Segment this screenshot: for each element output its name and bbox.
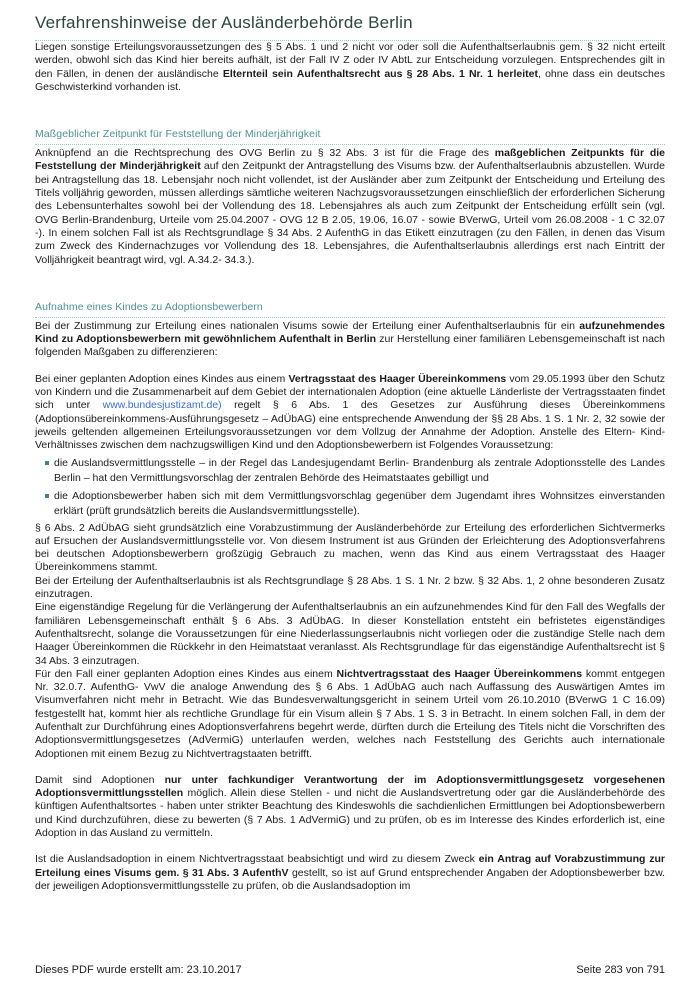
external-link[interactable]: www.bundesjustizamt.de) [102,399,222,412]
text-run: Bei der Erteilung der Aufenthaltserlaubnis ist als Rechtsgrundlage § 28 Abs. 1 S. 1 Nr. 2 bzw. § 32 Abs. 1, 2 ohne besonderen Zusatz einzutragen. [35,574,665,601]
section-divider [35,144,665,145]
paragraph [35,522,665,575]
paragraph [35,147,665,267]
text-run: Anknüpfend an die Rechtsprechung des OVG Berlin zu § 32 Abs. 3 ist für die Frage des [35,147,495,160]
bold-text: aufzunehmendes Kind zu Adoptionsbewerbern mit gewöhnlichem Aufenthalt in Berlin [35,319,665,346]
bold-text: ein Antrag auf Vorabzustimmung zur Erteilung eines Visums gem. § 31 Abs. 3 AufenthV [35,853,665,879]
text-run: Ist die Auslandsadoption in einem Nichtvertragsstaat beabsichtigt und wird zu diesem Zweck [35,853,479,866]
paragraph [35,853,665,893]
text-run: kommt entgegen Nr. 32.0.7. AufenthG- VwV die analoge Anwendung des § 6 Abs. 1 AdÜbAG auch nach Auffassung des Auswärtigen Amtes im Visumverfahren nicht mehr in Betracht. Wie das Bundesverwaltungsgericht in seinem Urteil vom 26.10.2010 (BVerwG 1 C 16.09) festgestellt hat, kommt hier als rechtliche Grundlage für ein Visum allein § 7 Abs. 1 S. 3 in Betracht. In einem solchen Fall, in dem der Aufenthalt zur Durchführung eines Adoptionsverfahrens begehrt werde, dürften durch die Erteilung des Titels nicht die Vorschriften des Adoptionsvermittlungsgesetzes (AdVermiG) unterlaufen werden, welches nach Feststellung des Gerichts auch internationale Adoptionen mit einem Bezug zu Nichtvertragstaaten betrifft. [35,667,665,760]
text-run: Bei der Zustimmung zur Erteilung eines nationalen Visums sowie der Erteilung einer Aufenthaltserlaubnis für ein [35,319,580,332]
document-body [35,41,665,893]
bold-text: maßgeblichen Zeitpunkts für die Feststellung der Minderjährigkeit [35,147,665,173]
list-item [45,456,665,486]
list-item-text [54,490,665,517]
section-heading-adoption: Aufnahme eines Kindes zu Adoptionsbewerbern [35,300,263,313]
footer-page-number: Seite 283 von 791 [576,964,665,976]
text-run: gestellt, so ist auf Grund entsprechender Angaben der Adoptionsbewerber bzw. der jeweiligen Adoptionsvermittlungsstelle zu prüfen, ob die Auslandsadoption im [35,866,665,892]
text-run: Eine eigenständige Regelung für die Verlängerung der Aufenthaltserlaubnis an ein aufzunehmendes Kind für den Fall des Wegfalls der familiären Lebensgemeinschaft enthält § 6 Abs. 3 AdÜbAG. In dieser Konstellation entsteht ein befristetes eigenständiges Aufenthaltsrecht, solange die Voraussetzungen für eine Niederlassungserlaubnis nicht vorliegen oder die zuständige Stelle nach dem Haager Übereinkommen die Rückkehr in den Heimatstaat veranlasst. Als Rechtsgrundlage für das eigenständige Aufenthaltsrecht ist § 34 Abs. 3 einzutragen. [35,601,665,667]
requirements-list [35,456,665,519]
section-heading-minderjaehrigkeit: Maßgeblicher Zeitpunkt für Feststellung der Minderjährigkeit [35,128,321,141]
bold-text: Vertragsstaat des Haager Übereinkommens [288,372,507,385]
text-run: Damit sind Adoptionen [35,773,165,786]
page-footer [35,964,665,990]
text-run: möglich. Allein diese Stellen - und nicht die Auslandsvertretung oder gar die Ausländerbehörde des künftigen Aufenthaltsortes - haben unter strikter Beachtung des Kindeswohls die sachdienlichen Ermittlungen bei Adoptionsbewerbern und Kind durchzuführen, diese zu bewerten (§ 7 Abs. 1 AdVermiG) und zu prüfen, ob es im Interesse des Kindes erforderlich ist, eine Adoption in das Ausland zu vermitteln. [35,787,665,840]
page-title: Verfahrenshinweise der Ausländerbehörde Berlin [35,13,413,32]
list-item-text [54,457,665,484]
paragraph [35,601,665,667]
section-divider [35,317,665,318]
document-header [35,13,665,41]
text-run: Bei einer geplanten Adoption eines Kindes aus einem [35,372,289,385]
text-run: auf den Zeitpunkt der Antragstellung des Visums bzw. der Aufenthaltserlaubnis abzustellen. Wurde bei Antragstellung das 18. Lebensjahr noch nicht vollendet, ist der Ausländer aber zum Zeitpunkt der Entscheidung und Erteilung des Titels volljährig geworden, müssen allerdings sämtliche weiteren Nachzugsvoraussetzungen einschließlich der erforderlichen Sicherung des Lebensunterhaltes sowohl bei der Vollendung des 18. Lebensjahres als auch zum Zeitpunkt der Entscheidung erfüllt sein (vgl. OVG Berlin-Brandenburg, Urteile vom 25.04.2007 - OVG 12 B 2.05, 19.06, 16.07 - sowie BVerwG, Urteil vom 26.08.2008 - 1 C 32.07 -). In einem solchen Fall ist als Rechtsgrundlage § 34 Abs. 2 AufenthG in das Etikett einzutragen (zu den Fällen, in denen das Visum zum Zweck des Kindernachzuges vor Vollendung des 18. Lebensjahres, die Aufenthaltserlaubnis allerdings erst nach Eintritt der Volljährigkeit beantragt wird, vgl. A.34.2- 34.3.). [35,160,665,266]
bold-text: nur unter fachkundiger Verantwortung der im Adoptionsvermittlungsgesetz vorgesehenen Adoptionsvermittlungsstellen [35,773,666,800]
bold-text: Elternteil sein Aufenthaltsrecht aus § 28 Abs. 1 Nr. 1 herleitet [222,67,538,80]
text-run: die Auslandsvermittlungsstelle – in der Regel das Landesjugendamt Berlin- Brandenburg als zentrale Adoptionsstelle des Landes Berlin – hat den Vermittlungsvorschlag der zentralen Behörde des Heimatstaates gebilligt und [54,456,665,484]
bullet-square-icon [45,461,49,465]
text-run: vom 29.05.1993 über den Schutz von Kindern und die Zusammenarbeit auf dem Gebiet der internationalen Adoption (eine aktuelle Länderliste der Vertragsstaaten findet sich unter [35,372,665,412]
text-run: § 6 Abs. 2 AdÜbAG sieht grundsätzlich eine Vorabzustimmung der Ausländerbehörde zur Erteilung des erforderlichen Sichtvermerks auf Ersuchen der Auslandsvermittlungsstelle vor. Von diesem Instrument ist aus Gründen der Erleichterung des Adoptionsverfahrens bei deutschen Adoptionsbewerbern großzügig Gebrauch zu machen, wenn das Kind aus einem Vertragsstaat des Haager Übereinkommens stammt. [35,521,665,574]
section-minderjaehrigkeit [35,128,665,267]
bold-text: Nichtvertragsstaat des Haager Übereinkommens [336,667,583,680]
paragraph [35,575,665,602]
text-run: regelt § 6 Abs. 1 des Gesetzes zur Ausführung dieses Übereinkommens (Adoptionsübereinkommens-Ausführungsgesetz – AdÜbAG) eine entsprechende Anwendung der §§ 28 Abs. 1 S. 1 Nr. 2, 32 sowie der jeweils geltenden allgemeinen Erteilungsvoraussetzungen vor dem Vollzug der Annahme der Adoption. Anstelle des Eltern- Kind- Verhältnisses zwischen dem nachzugswilligen Kind und den Adoptionsbewerbern ist Folgendes Voraussetzung: [35,399,665,452]
paragraph [35,668,665,761]
paragraph [35,320,665,360]
footer-created-date: Dieses PDF wurde erstellt am: 23.10.2017 [35,964,242,976]
text-run: , ohne dass ein deutsches Geschwisterkind vorhanden ist. [35,67,665,93]
paragraph [35,774,665,840]
text-run: Liegen sonstige Erteilungsvoraussetzungen des § 5 Abs. 1 und 2 nicht vor oder soll die Aufenthaltserlaubnis gem. § 32 nicht erteilt werden, obwohl sich das Kind hier bereits aufhält, ist der Fall IV Z oder IV AbtL zur Entscheidung vorzulegen. Entsprechendes gilt in den Fällen, in denen der ausländische [35,41,665,80]
list-item [45,489,665,519]
text-run: zur Herstellung einer familiären Lebensgemeinschaft ist nach folgenden Maßgaben zu differenzieren: [35,333,665,359]
text-run: die Adoptionsbewerber haben sich mit dem Vermittlungsvorschlag gegenüber dem Jugendamt ihres Wohnsitzes einverstanden erklärt (prüft grundsätzlich bereits die Auslandsvermittlungsstelle). [54,489,665,517]
bullet-square-icon [45,494,49,498]
section-adoption [35,301,665,893]
intro-paragraph [35,41,665,94]
paragraph [35,373,665,453]
text-run: Für den Fall einer geplanten Adoption eines Kindes aus einem [35,667,337,680]
